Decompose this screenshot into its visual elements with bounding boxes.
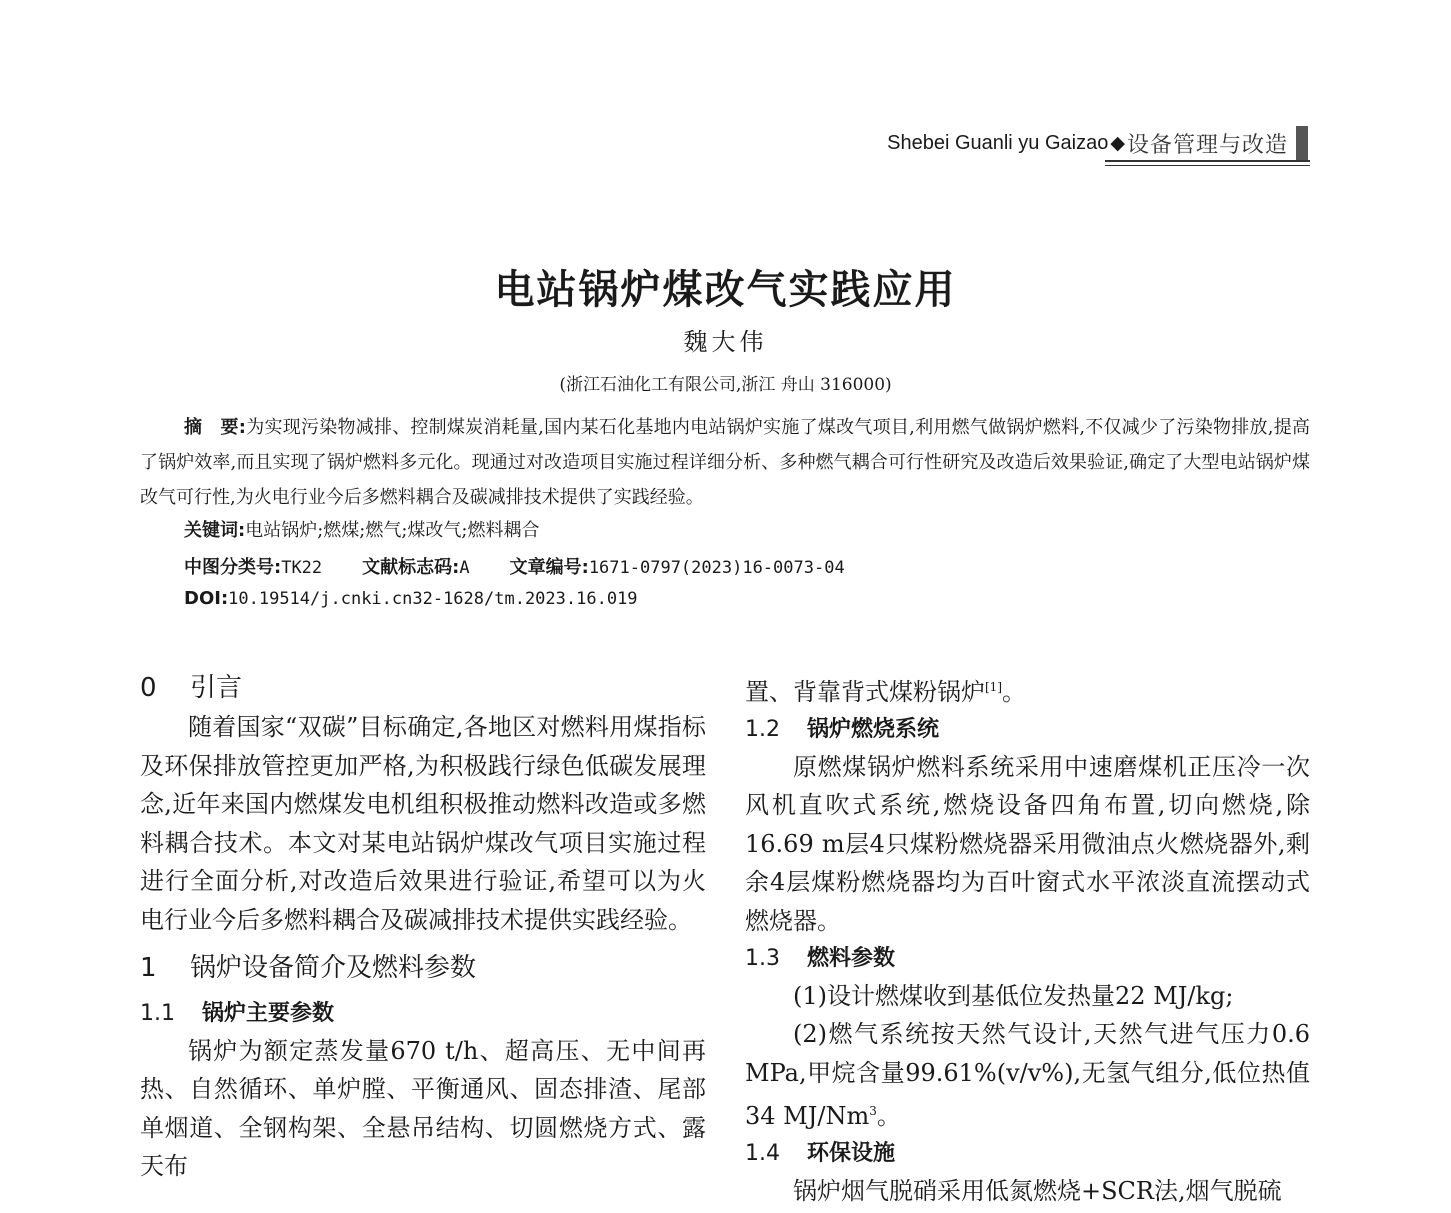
right-column [745,668,1310,1211]
section-1-heading: 1 锅炉设备简介及燃料参数 [140,952,477,983]
doi [184,588,638,609]
left-column [140,668,706,1186]
journal-name: 设备管理与改造 [1126,132,1288,158]
header-bar [1296,126,1308,160]
abstract-text: 为实现污染物减排、控制煤炭消耗量,国内某石化基地内电站锅炉实施了煤改气项目,利用燃气做锅炉燃料,不仅减少了污染物排放,提高了锅炉效率,而且实现了锅炉燃料多元化。现通过对改造项目实施过程详细分析、多种燃气耦合可行性研究及改造后效果验证,确定了大型电站锅炉煤改气可行性,为火电行业今后多燃料耦合及碳减排技术提供了实践经验。 [140,417,1310,508]
article-no-label: 文章编号: [509,557,589,578]
section-0-paragraph: 随着国家“双碳”目标确定,各地区对燃料用煤指标及环保排放管控更加严格,为积极践行绿色低碳发展理念,近年来国内燃煤发电机组积极推动燃料改造或多燃料耦合技术。本文对某电站锅炉煤改气项目实施过程进行全面分析,对改造后效果进行验证,希望可以为火电行业今后多燃料耦合及碳减排技术提供实践经验。 [140,713,706,934]
paper-title: 电站锅炉煤改气实践应用 [494,267,957,313]
section-1-1-paragraph: 锅炉为额定蒸发量670 t/h、超高压、无中间再热、自然循环、单炉膛、平衡通风、固态排渣、尾部单烟道、全钢构架、全悬吊结构、切圆燃烧方式、露天布 [140,1036,706,1181]
author: 魏大伟 [683,328,768,356]
doi-label: DOI: [184,588,229,609]
section-1-3-heading: 1.3 燃料参数 [745,945,896,971]
header-rule-thin [1105,165,1310,166]
running-header [887,126,1308,160]
doi-value: 10.19514/j.cnki.cn32-1628/tm.2023.16.019 [228,589,638,609]
clc-label: 中图分类号: [184,557,282,578]
section-1-4-paragraph: 锅炉烟气脱硝采用低氮燃烧+SCR法,烟气脱硫 [793,1176,1282,1205]
doc-code-value: A [459,558,470,578]
diamond-icon: ◆ [1110,132,1125,154]
section-1-2-heading: 1.2 锅炉燃烧系统 [745,716,940,742]
section-1-4-heading: 1.4 环保设施 [745,1140,896,1166]
section-0-heading: 0 引言 [140,673,243,703]
abstract [140,410,1310,515]
citation: [1] [985,680,1002,694]
continued-paragraph: 置、背靠背式煤粉锅炉[1]。 [745,678,1026,706]
article-no-value: 1671-0797(2023)16-0073-04 [588,558,845,578]
header-rule [1105,160,1310,162]
classification [184,553,845,579]
clc-value: TK22 [281,558,323,578]
fuel-item-1: (1)设计燃煤收到基低位发热量22 MJ/kg; [793,981,1234,1010]
abstract-label: 摘 要: [184,417,246,438]
doc-code-label: 文献标志码: [362,557,460,578]
journal-pinyin: Shebei Guanli yu Gaizao [887,131,1109,154]
keywords-label: 关键词: [184,520,246,541]
keywords [184,516,539,542]
keywords-value: 电站锅炉;燃煤;燃气;煤改气;燃料耦合 [245,520,540,541]
affiliation: (浙江石油化工有限公司,浙江 舟山 316000) [559,375,892,395]
fuel-item-2: (2)燃气系统按天然气设计,天然气进气压力0.6 MPa,甲烷含量99.61%(v/v%),无氢气组分,低位热值34 MJ/Nm$^3$。 [745,1020,1310,1131]
section-1-1-heading: 1.1 锅炉主要参数 [140,1000,335,1026]
section-1-2-paragraph: 原燃煤锅炉燃料系统采用中速磨煤机正压冷一次风机直吹式系统,燃烧设备四角布置,切向燃烧,除16.69 m层4只煤粉燃烧器采用微油点火燃烧器外,剩余4层煤粉燃烧器均为百叶窗式水平浓淡直流摆动式燃烧器。 [745,752,1310,935]
